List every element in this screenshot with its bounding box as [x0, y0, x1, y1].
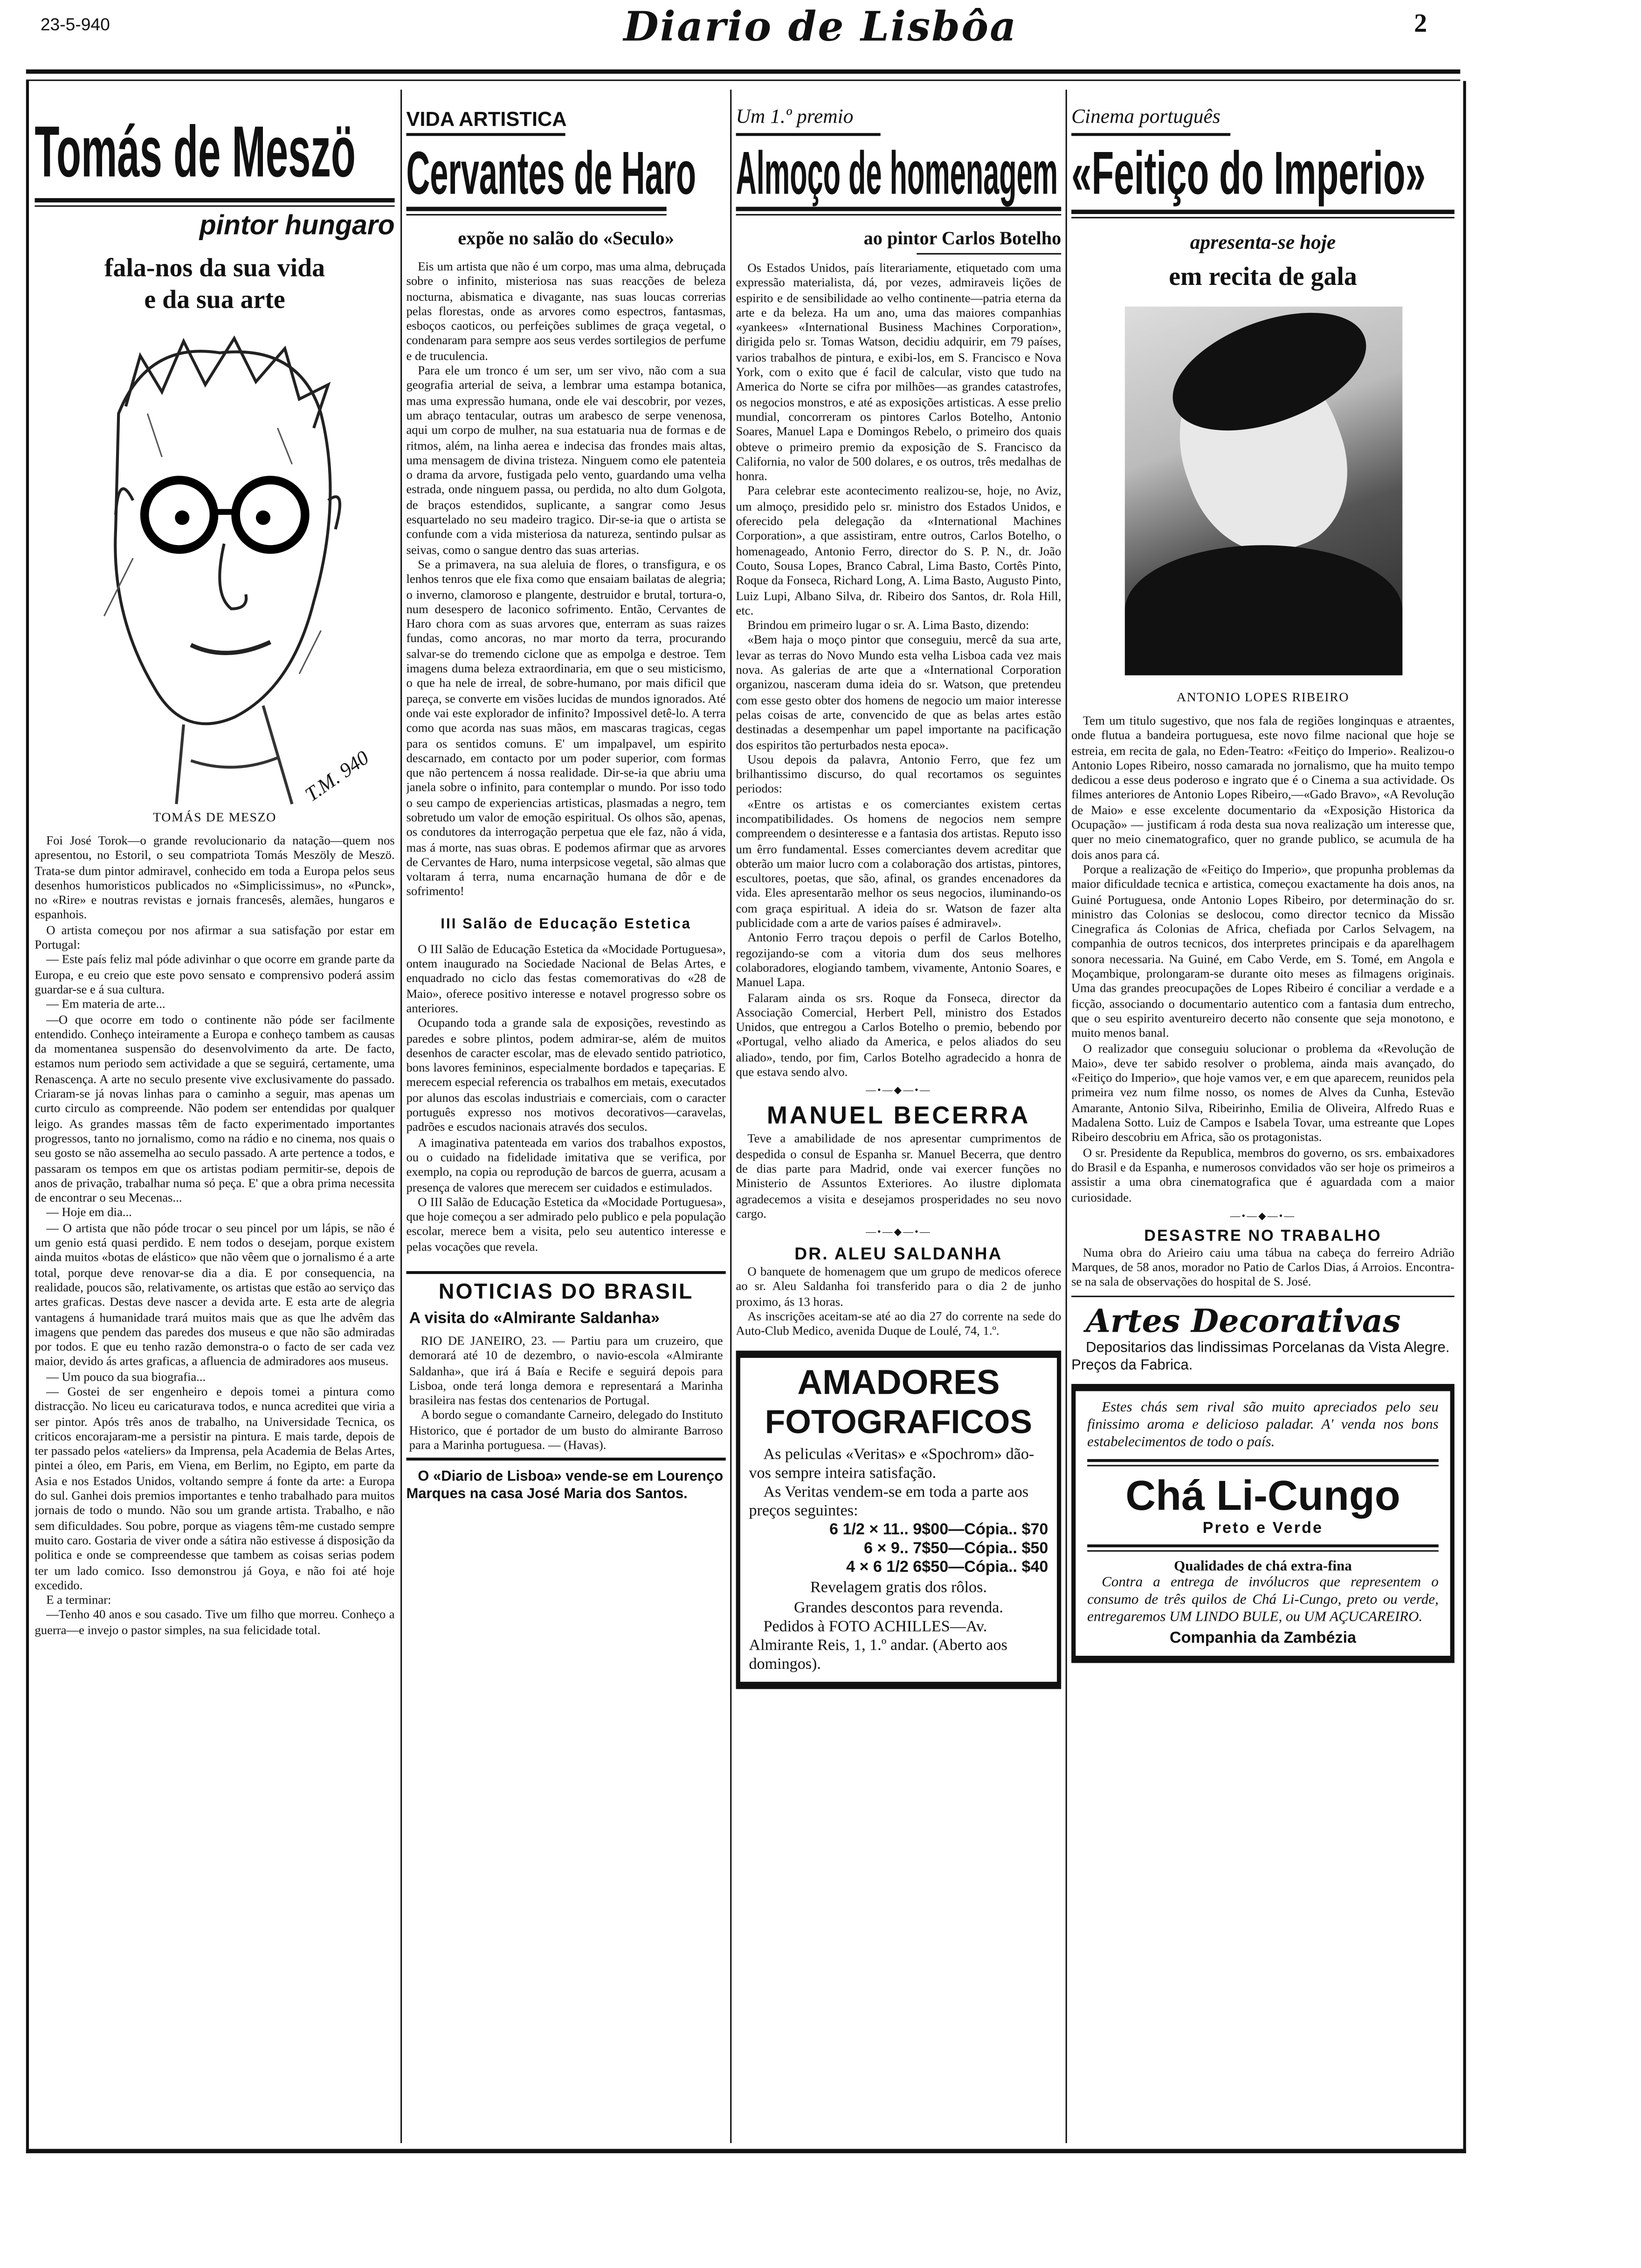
distribution-notice: O «Diario de Lisboa» vende-se em Lourenço Marques na casa José Maria dos Santos. — [406, 1470, 724, 1503]
column-divider — [400, 90, 402, 2143]
ad-title: AMADORES — [797, 1363, 1000, 1403]
paragraph: Para celebrar este acontecimento realizou-se, hoje, no Aviz, um almoço, presidido pelo sr. ministro dos Estados Unidos, e oferecido pela delegação da «International Machines Corporation», a que assistiram, entre outros, Carlos Botelho, o homenageado, Antonio Ferro, director do S. P. N., dr. João Couto, Sousa Lopes, Branco Cabral, Lima Basto, Cortês Pinto, Roque da Fonseca, Richard Long, A. Lima Basto, Augusto Pinto, Luiz Lupi, Albano Silva, dr. Ribeiro dos Santos, dr. Rola Hill, etc. — [736, 484, 1062, 617]
ad-tagline: Preto e Verde — [1202, 1519, 1324, 1537]
paragraph: Se a primavera, na sua aleluia de flores, o transfigura, e os lenhos tenros que ele fixa como que ensaiam bailatas de alegria; o inverno, clamoroso e plangente, destruidor e brutal, tortura-o, num desespero de laconico sofrimento. Então, Cervantes de Haro chora com as suas arvores que, enterram as suas raizes fundas, como ancoras, no mar morto da terra, procurando salvar-se do tremendo ciclone que as empolga e destroe. Tem imagens duma beleza extraordinaria, em que o seu misticismo, o que ha nele de irreal, de sobre-humano, por mais dificil que pareça, se converte em visões lucidas de mundos ignorados. Até onde vai este explorador de infinito? Impossivel detê-lo. A terra como que acorda nas suas mãos, em mascaras tragicas, cegas para os sentidos comuns. E' um impalpavel, um espirito descarnado, em contacto por um poder superior, com formas que não pertencem á nossa realidade. Dir-se-ia que abriu uma janela sobre o infinito, para contemplar o mundo. Por isso todo o seu campo de experiencias artisticas, plasmadas a negro, tem sobretudo um valor de emoção espiritual. Os olhos são, apenas, os condutores da interrogação perpetua que ele faz, não á vida, mas á morte, nas suas obras. E podemos afirmar que as arvores de Cervantes de Haro, numa interpsicose vegetal, são almas que voltaram á terra, numa encarnação humana de dôr e de sofrimento! — [406, 556, 726, 899]
paragraph: O banquete de homenagem que um grupo de medicos oferece ao sr. Aleu Saldanha foi transferido para o dia 2 de junho proximo, ás 13 horas. — [736, 1264, 1062, 1308]
paragraph: Os Estados Unidos, país literariamente, etiquetado com uma expressão materialista, dá, por vezes, admiraveis lições de espirito e de sensibilidade ao velho continente—patria eterna da arte e da beleza. Ha um ano, uma das maiores companhias «yankees» «International Business Machines Corporation», dirigida pelo sr. Tomas Watson, decidiu adquirir, em 79 países, varios trabalhos de pintura, e exibi-los, em S. Francisco e Nova York, com o exito que é facil de calcular, visto que tudo na America do Norte se cifra por milhões—as grandes catastrofes, os negocios monstros, e até as exposições artisticas. A esse prelio mundial, concorreram os pintores Carlos Botelho, Antonio Soares, Manuel Lapa e Domingos Rebelo, o primeiro dos quais obteve o primeiro premio da exposição de S. Francisco da California, no valor de 500 dolares, e os outros, três medalhas de honra. — [736, 260, 1062, 484]
paragraph: Usou depois da palavra, Antonio Ferro, que fez um brilhantissimo discurso, do qual recortamos os seguintes periodos: — [736, 752, 1062, 796]
column-divider — [730, 90, 731, 2143]
section-kicker: Um 1.º premio — [736, 107, 854, 129]
article-body — [1071, 1245, 1455, 1290]
paragraph: Numa obra do Arieiro caiu uma tábua na cabeça do ferreiro Adrião Marques, de 58 anos, morador no Patio de Carlos Dias, á Arroios. Encontra-se na sala de observações do hospital de S. José. — [1071, 1245, 1455, 1289]
section-heading: DESASTRE NO TRABALHO — [1144, 1227, 1382, 1245]
paragraph: O sr. Presidente da Republica, membros do governo, os srs. embaixadores do Brasil e da Espanha, e numerosos convidados vão ser hoje os primeiros a assistir a uma obra cinematografica que é aguardada com a maior curiosidade. — [1071, 1145, 1455, 1204]
paragraph: Brindou em primeiro lugar o sr. A. Lima Basto, dizendo: — [747, 617, 1029, 632]
advertisement-amadores-fotograficos — [736, 1350, 1062, 1688]
paragraph: —O que ocorre em todo o continente não póde ser facilmente entendido. Conheço inteiramente a Europa e conheço tambem as causas da momentanea suspensão do desenvolvimento da arte. De facto, estamos num periodo sem actividade a que se seguirá, certamente, uma Renascença. A arte no seculo presente vive exclusivamente do passado. Criaram-se já novas linhas para o caminho a seguir, mas apenas um curto circulo as compreende. Não podem ser entendidas por qualquer leigo. As grandes massas têm de facto experimentado importantes progressos, tanto no jornalismo, como na rádio e no cinema, nos quais o seu gosto se não assemelha ao seculo passado. A arte pertence a todos, e passaram os tempos em que os artistas podiam permitir-se, depois de anos de privação, trabalhar numa só peça. E' que a obra prima necessita de encontrar o seu Mecenas... — [34, 1011, 395, 1205]
ad-text: As peliculas «Veritas» e «Spochrom» dão-vos sempre inteira satisfação. — [749, 1445, 1034, 1482]
section-heading: MANUEL BECERRA — [766, 1102, 1030, 1130]
ad-text: Depositarios das lindissimas Porcelanas da Vista Alegre. Preços da Fabrica. — [1071, 1340, 1450, 1374]
paragraph: Antonio Ferro traçou depois o perfil de Carlos Botelho, regozijando-se com a vitoria dum dos seus melhores colaboradores, elogiando tambem, vivamente, Antonio Soares, e Manuel Lapa. — [736, 930, 1062, 990]
paragraph: — O artista que não póde trocar o seu pincel por um lápis, se não é um genio está quasi perdido. E nem todos o desejam, porque existem ainda muitos «botas de elástico» que não vêem que o jornalismo é a arte total, porque deve renovar-se dia a dia. E por consequencia, na realidade, poucos são, relativamente, os artistas que estão ao serviço das artes graficas. Destas deve nascer a devida arte. E esta arte de alegria vantagens á humanidade trará muitos mais que as que lhe advêm das imagens que pendem das paredes dos museus e que não são admiradas por todos. E que eu tenho razão demonstra-o o facto de ser cada vez maior, devido ás artes graficas, a afluencia de admiradores aos museus. — [34, 1220, 395, 1369]
deck: ao pintor Carlos Botelho — [863, 227, 1062, 249]
section-heading: DR. ALEU SALDANHA — [794, 1244, 1003, 1264]
deck: apresenta-se hoje — [1190, 233, 1336, 255]
paragraph: A bordo segue o comandante Carneiro, delegado do Instituto Historico, que é portador de um busto do almirante Barroso para a Marinha portuguesa. — (Havas). — [409, 1408, 723, 1452]
article-body — [34, 833, 394, 1637]
ad-brand: Chá Li-Cungo — [1125, 1473, 1400, 1520]
ornament-divider: —•—◆—•— — [866, 1226, 931, 1238]
article-almoco-de-homenagem — [736, 90, 1062, 2146]
paragraph: E a terminar: — [46, 1592, 111, 1607]
deck: expõe no salão do «Seculo» — [458, 227, 674, 249]
section-heading: NOTICIAS DO BRASIL — [438, 1279, 694, 1305]
paragraph: «Bem haja o moço pintor que conseguiu, mercê da sua arte, levar as terras do Novo Mundo esta velha Lisboa cada vez mais nova. As galerias de arte que a «International Corporation organizou, nasceram duma ideia do sr. Watson, que pretendeu com esse gesto obter dos homens de negocio um maior interesse pelas coisas de arte, convencido de que as belas artes estão destinadas a desempenhar um papel importante na pacificação dos espiritos tão perturbados nesta epoca». — [736, 632, 1062, 752]
ad-text: Estes chás sem rival são muito apreciados pelo seu finissimo aroma e delicioso paladar. A' venda nos bons estabelecimentos de todo o país. — [1087, 1399, 1439, 1450]
paragraph: —Tenho 40 anos e sou casado. Tive um filho que morreu. Conheço a guerra—e invejo o pastor simples, na sua felicidade total. — [34, 1607, 395, 1637]
ornament-divider: —•—◆—•— — [866, 1085, 931, 1097]
article-body — [736, 260, 1062, 1079]
article-tomas-de-meszo — [34, 90, 394, 2146]
paragraph: A imaginativa patenteada em varios dos trabalhos expostos, ou o cuidado na fidelidade imitativa que se verifica, por exemplo, na copia ou reprodução de barcos de guerra, acusam a presença de valores que merecem ser cuidados e estimulados. — [406, 1134, 726, 1194]
portrait-drawing — [46, 327, 383, 807]
paragraph: Para ele um tronco é um ser, um ser vivo, não com a sua geografia arterial de seiva, a lembrar uma estampa botanica, mas uma expressão humana, onde ele vai descobrir, por vezes, um abraço tentacular, outras um arabesco de serpe venenosa, aqui um corpo de mulher, na sua estatuaria nua de formas e de ritmos, além, na linha aerea e indecisa das frondes mais altas, uma mensagem de divina tristeza. Ninguem como ele patenteia o drama da arvore, fustigada pelo vento, guardando uma velha estrada, onde ninguem passa, ou perdida, no alto dum Golgota, de braços estendidos, suplicante, a sangrar como Jesus esquartelado no seu madeiro tragico. Dir-se-ia que o artista se confunde com a vida misteriosa da natureza, sentindo pulsar as seivas, como o sangue dentro das suas arterias. — [406, 363, 726, 556]
paragraph: Teve a amabilidade de nos apresentar cumprimentos de despedida o consul de Espanha sr. Manuel Becerra, que dentro de dias parte para Madrid, onde vai exercer funções no Ministerio de Assuntos Exteriores. Ao ilustre diplomata agradecemos a visita e desejamos prosperidades no seu novo cargo. — [736, 1131, 1062, 1220]
article-body — [406, 259, 725, 899]
paragraph: RIO DE JANEIRO, 23. — Partiu para um cruzeiro, que demorará até 10 de dezembro, o navio-escola «Almirante Saldanha», que irá á Baía e Recife e seguirá depois para Lisboa, onde terá longa demora e representará a Marinha brasileira nas festas dos centenarios de Portugal. — [409, 1333, 723, 1408]
article-body — [406, 941, 725, 1254]
advertisement-cha-li-cungo — [1071, 1383, 1455, 1663]
newspaper-title: Diario de Lisbôa — [623, 3, 1018, 51]
price-row: 4 × 6 1/2 6$50—Cópia.. $40 — [846, 1558, 1048, 1576]
price-list — [749, 1521, 1048, 1577]
paragraph: O realizador que conseguiu solucionar o problema da «Revolução de Maio», deve ter sabido resolver o problema, ainda mais avançado, do «Feitiço do Imperio», que hoje vamos ver, e em que aparecem, reunidos pela primeira vez num filme nosso, os nomes de Alves da Cunha, Estevão Amarante, Antonio Silva, Ribeirinho, Emilia de Oliveira, Alfredo Ruas e Madalena Sotto. Luiz de Campos e Isabela Tovar, uma estreante que Lopes Ribeiro descobriu em Africa, são os protagonistas. — [1071, 1040, 1455, 1145]
portrait-photo — [1124, 306, 1401, 675]
paragraph: O III Salão de Educação Estetica da «Mocidade Portuguesa», que hoje começou a ser admirado pelo publico e pela população escolar, merece bem a visita, pelo seu autentico interesse e pelas vocações que revela. — [406, 1194, 726, 1253]
masthead-rule — [26, 69, 1460, 81]
photo-caption: ANTONIO LOPES RIBEIRO — [1176, 690, 1350, 705]
paragraph: As inscrições aceitam-se até ao dia 27 do corrente na sede do Auto-Club Medico, avenida Duque de Loulé, 74, 1.º. — [736, 1308, 1062, 1338]
paragraph: — Gostei de ser engenheiro e depois tomei a pintura como distracção. No liceu eu caricaturava todos, e nunca acreditei que viria a ser pintor. Após três anos de trabalho, na Universidade Tecnica, os criticos encorajaram-me a persistir na pintura. E mais tarde, depois de ter passado pelos «ateliers» da Imprensa, pela Academia de Belas Artes, pintei a óleo, em Paris, em Viena, em Berlim, no Egipto, em parte da Asia e nos Estados Unidos, voltando sempre á fonte da arte: a Europa do sul. Ganhei dois premios importantes e tenho trabalhado para muitos jornais de todo o mundo. Não sou um grande artista. Trabalho, e não sem dificuldades. Sou pobre, porque as viagens têm-me custado sempre muito caro. Gostaria de viver onde a sátira não estivesse á disposição da politica e onde se compreendesse que tambem as coisas serias podem ter um lado comico. Isso demonstrou já Goya, e não foi até hoje excedido. — [34, 1383, 395, 1592]
paragraph: — Hoje em dia... — [46, 1205, 132, 1220]
paragraph: — Em materia de arte... — [46, 996, 165, 1011]
page-number: 2 — [1414, 8, 1427, 38]
paragraph: Eis um artista que não é um corpo, mas uma alma, debruçada sobre o infinito, misteriosa nas suas reacções de beleza nocturna, abismatica e divagante, nas suas loucas correrias pelas florestas, onde as arvores como espectros, fantasmas, esboços caoticos, ou perfeições sublimes de graça vegetal, o condenaram para sempre aos seus verdes sortilegios de perfume e de truculencia. — [406, 259, 726, 363]
subheading: A visita do «Almirante Saldanha» — [409, 1310, 660, 1328]
headline: «Feitiço do Imperio» — [1071, 138, 1426, 207]
ad-text: Grandes descontos para revenda. — [793, 1598, 1003, 1616]
headline: Almoço de homenagem — [736, 138, 1058, 207]
paragraph: — Este país feliz mal póde adivinhar o que ocorre em grande parte da Europa, e eu creio que este povo sensato e comprensivo poderá assim guardar-se e á sua cultura. — [34, 952, 395, 996]
paragraph: Falaram ainda os srs. Roque da Fonseca, director da Associação Comercial, Herbert Pell, ministro dos Estados Unidos, que entregou a Carlos Botelho o premio, bebendo por «Portugal, velho aliado da America, e pelos aliados do seu aliado», tendo, por fim, Carlos Botelho agradecido a honra de que estava sendo alvo. — [736, 989, 1062, 1079]
section-kicker: Cinema português — [1071, 107, 1220, 129]
article-cervantes-de-haro — [406, 90, 725, 2146]
deck-line: e da sua arte — [144, 284, 285, 314]
section-kicker: VIDA ARTISTICA — [406, 107, 567, 131]
artes-decorativas-logo: Artes Decorativas — [1086, 1302, 1401, 1340]
headline: Tomás de Meszö — [34, 111, 356, 193]
caricature-illustration — [46, 327, 383, 807]
portrait-caption: TOMÁS DE MESZO — [153, 809, 276, 824]
artist-signature: T.M. 940 — [302, 747, 374, 807]
issue-date: 23-5-940 — [40, 14, 110, 35]
paragraph: Porque a realização de «Feitiço do Imperio», que propunha problemas da maior dificuldade tecnica e artistica, começou exactamente ha dois anos, na Guiné Portuguesa, onde Antonio Lopes Ribeiro, por determinação do sr. ministro das Colonias se deslocou, como director tecnico da Missão Cinegrafica ás Colonias de Africa, chefiada por Carlos Selvagem, na companhia de outros tecnicos, dos interpretes principais e da aparelhagem sonora necessaria. Na Guiné, em Cabo Verde, em S. Tomé, em Angola e Moçambique, prolongaram-se durante oito meses as filmagens originais. Uma das grandes preocupações de Lopes Ribeiro é conciliar a verdade e a ficção, associando o documentario autentico com a fantasia dum entrecho, que o seu espirito aventureiro decerto não consente que seja monotono, e muito menos banal. — [1071, 862, 1455, 1040]
ad-text: Revelagem gratis dos rôlos. — [810, 1578, 987, 1596]
article-body — [736, 1264, 1062, 1339]
deck: em recita de gala — [1169, 262, 1357, 291]
ad-company: Companhia da Zambézia — [1169, 1629, 1356, 1647]
photo-shoulders — [1124, 545, 1401, 675]
article-body — [1071, 713, 1455, 1204]
ad-title: FOTOGRAFICOS — [765, 1402, 1033, 1440]
section-heading: III Salão de Educação Estetica — [441, 916, 692, 933]
column-divider — [1066, 90, 1067, 2143]
paragraph: O artista começou por nos afirmar a sua satisfação por estar em Portugal: — [34, 922, 395, 952]
ad-text: Qualidades de chá extra-fina — [1174, 1558, 1352, 1575]
ad-text: Contra a entrega de invólucros que representem o consumo de três quilos de Chá Li-Cungo, preto ou verde, entregaremos UM LINDO BULE, ou UM AÇUCAREIRO. — [1087, 1574, 1439, 1625]
deck-line: fala-nos da sua vida — [104, 253, 325, 282]
article-body — [409, 1333, 723, 1452]
ad-text: As Veritas vendem-se em toda a parte aos preços seguintes: — [749, 1483, 1029, 1520]
paragraph: Ocupando toda a grande sala de exposições, revestindo as paredes e sobre plintos, podem admirar-se, além de muitos desenhos de caracter escolar, mas de elevado sentido patriotico, bons lavores femininos, especialmente bordados e tapeçarias. E merecem especial referencia os trabalhos em metais, executados por alunos das escolas industriais e comerciais, com o caracter português expresso nos motivos decorativos—caravelas, padrões e escudos nacionais através dos seculos. — [406, 1015, 726, 1134]
news-box-brasil — [406, 1271, 725, 1461]
ad-text: Pedidos à FOTO ACHILLES—Av. Almirante Reis, 1, 1.º andar. (Aberto aos domingos). — [749, 1618, 1007, 1673]
article-body — [736, 1131, 1062, 1221]
paragraph: Foi José Torok—o grande revolucionario da natação—quem nos apresentou, no Estoril, o seu compatriota Tomás Meszöly de Meszö. Trata-se dum pintor admiravel, conhecido em toda a Europa pelos seus desenhos humoristicos publicados no «Simplicissimus», no «Punck», no «Rire» e noutras revistas e jornais francesês, alemães, hungaros e espanhois. — [34, 833, 395, 922]
headline: Cervantes de Haro — [406, 138, 696, 207]
subheadline: pintor hungaro — [199, 211, 395, 242]
price-row: 6 × 9.. 7$50—Cópia.. $50 — [864, 1539, 1048, 1557]
ornament-divider: —•—◆—•— — [1230, 1210, 1296, 1222]
price-row: 6 1/2 × 11.. 9$00—Cópia.. $70 — [829, 1521, 1048, 1538]
article-feitico-do-imperio — [1071, 90, 1455, 2146]
paragraph: — Um pouco da sua biografia... — [46, 1369, 206, 1383]
paragraph: Tem um titulo sugestivo, que nos fala de regiões longinquas e atraentes, onde flutua a bandeira portuguesa, este novo filme nacional que hoje se estreia, em recita de gala, no Eden-Teatro: «Feitiço do Imperio». Realizou-o Antonio Lopes Ribeiro, nosso camarada no jornalismo, que ha muito tempo dedicou a esse deus poderoso e ingrato que é o Cinema a sua actividade. Os filmes anteriores de Antonio Lopes Ribeiro,—«Gado Bravo», «A Revolução de Maio» e esse excelente documentario da «Exposição Historica da Ocupação» — justificam á roda desta sua nova realização um interesse que, quer no meio cinematografico, quer no grande publico, se acumula de ha dois anos para cá. — [1071, 712, 1455, 862]
paragraph: O III Salão de Educação Estetica da «Mocidade Portuguesa», ontem inaugurado na Sociedade Nacional de Belas Artes, e enquadrado no ciclo das festas comemorativas do «28 de Maio», oferece positivo interesse e notavel progresso sobre os anteriores. — [406, 941, 726, 1015]
paragraph: «Entre os artistas e os comerciantes existem certas incompatibilidades. Os homens de negocios nem sempre compreendem o desinteresse e a fantasia dos artistas. Reputo isso um êrro fundamental. Esses comerciantes devem acreditar que obterão um maior lucro com a colaboração dos artistas, pintores, escultores, poetas, que são, afinal, os grandes encenadores da vida. Eles apresentarão melhor os seus negocios, iluminando-os com graça espiritual. A ideia do sr. Watson de fazer alta publicidade com a arte de varios países é admiravel». — [736, 796, 1062, 930]
